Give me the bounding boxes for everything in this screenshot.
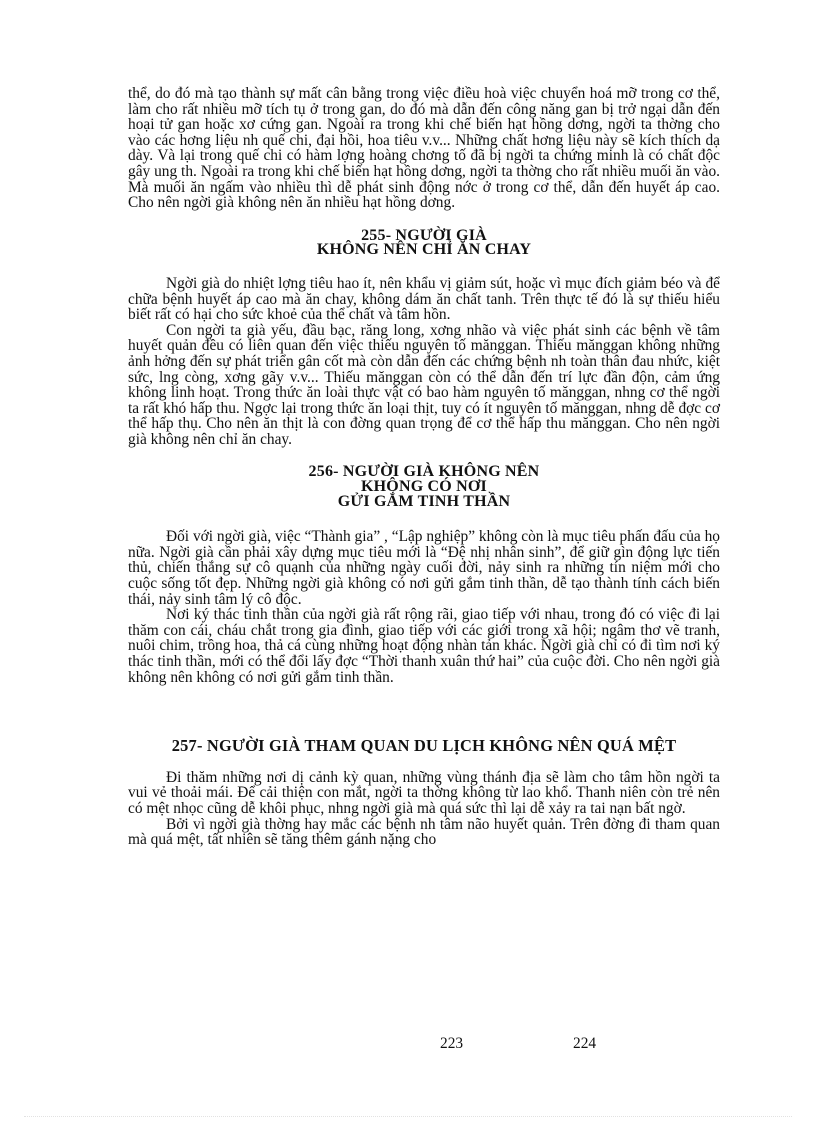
section-256-title-line3: GỬI GẮM TINH THẦN [337, 492, 511, 510]
section-255-title-line1: 255- NGƯỜI GIÀ [361, 226, 487, 244]
section-255-title-line2: KHÔNG NÊN CHỈ ĂN CHAY [316, 241, 532, 259]
section-255-heading [128, 226, 720, 259]
section-256-paragraph-1: Đối với ngời già, việc “Thành gia” , “Lập nghiệp” không còn là mục tiêu phấn đấu của họ nữa. Ngời già cần phải xây dựng mục tiêu mới là “Đệ nhị nhân sinh”, để giữ gìn động lực tiến thủ, chiến thắng sự cô quạnh của những ngày cuối đời, nảy sinh ra những tín niệm mới cho cuộc sống tốt đẹp. Những ngời già không có nơi gửi gắm tinh thần, dễ tạo thành tính cách biến thái, nảy sinh tâm lý cô độc. [128, 528, 720, 608]
section-256-heading [128, 465, 720, 509]
section-257-paragraph-2: Bởi vì ngời già thờng hay mắc các bệnh nh tâm não huyết quản. Trên đờng đi tham quan mà quá mệt, tất nhiên sẽ tăng thêm gánh nặng cho [128, 815, 720, 849]
section-256-title-line2: KHÔNG CÓ NƠI [361, 478, 487, 496]
page-content [128, 86, 720, 848]
section-256-paragraph-2: Nơi ký thác tinh thần của ngời già rất rộng rãi, giao tiếp với nhau, trong đó có việc đi lại thăm con cái, cháu chắt trong gia đình, giao tiếp với các giới trong xã hội; ngâm thơ vẽ tranh, nuôi chim, trồng hoa, thả cá cùng những hoạt động nhàn tản khác. Ngời già chỉ có đi tìm nơi ký thác tinh thần, mới có thể đổi lấy đợc “Thời thanh xuân thứ hai” của cuộc đời. Cho nên ngời già không nên không có nơi gửi gắm tinh thần. [128, 606, 720, 686]
page-number-right: 224 [573, 1035, 597, 1052]
intro-paragraph: thể, do đó mà tạo thành sự mất cân bằng trong việc điều hoà việc chuyển hoá mỡ trong cơ thể, làm cho rất nhiều mỡ tích tụ ở trong gan, do đó mà dẫn đến công năng gan bị trở ngại dẫn đến hoại tử gan hoặc xơ cứng gan. Ngoài ra trong khi chế biến hạt hồng dơng, ngời ta thờng cho vào các hơng liệu nh quế chi, đại hồi, hoa tiêu v.v... Những chất hơng liệu này sẽ kích thích dạ dày. Và lại trong quế chi có hàm lợng hoàng chơng tố đã bị ngời ta chứng minh là có chất độc gây ung th. Ngoài ra trong khi chế biến hạt hồng dơng, ngời ta thờng cho rất nhiều muối ăn vào. Mà muối ăn ngấm vào nhiều thì dễ phát sinh động nớc ở trong cơ thể, dẫn đến huyết áp cao. Cho nên ngời già không nên ăn nhiều hạt hồng dơng. [128, 85, 720, 212]
section-257-heading: 257- NGƯỜI GIÀ THAM QUAN DU LỊCH KHÔNG NÊN QUÁ MỆT [171, 736, 677, 756]
page-number-left: 223 [440, 1035, 464, 1052]
section-257-paragraph-1: Đi thăm những nơi dị cảnh kỳ quan, những vùng thánh địa sẽ làm cho tâm hồn ngời ta vui vẻ thoải mái. Để cải thiện con mắt, ngời ta thờng không từ lao khổ. Thanh niên còn trẻ nên có mệt nhọc cũng dễ khôi phục, nhng ngời già mà quá sức thì lại dễ xảy ra tai nạn bất ngờ. [128, 768, 720, 817]
bottom-dotted-divider [24, 1116, 792, 1117]
section-256-title-line1: 256- NGƯỜI GIÀ KHÔNG NÊN [308, 463, 540, 481]
section-255-paragraph-1: Ngời già do nhiệt lợng tiêu hao ít, nên khẩu vị giảm sút, hoặc vì mục đích giảm béo và để chữa bệnh huyết áp cao mà ăn chay, không dám ăn chất tanh. Trên thực tế đó là sự thiếu hiểu biết rất có hại cho sức khoẻ của thể chất và tâm hồn. [128, 274, 720, 324]
section-255-paragraph-2: Con ngời ta già yếu, đầu bạc, răng long, xơng nhão và việc phát sinh các bệnh về tâm huyết quản đều có liên quan đến việc thiếu nguyên tố mănggan. Thiếu mănggan không những ảnh hởng đến sự phát triển gân cốt mà còn dẫn đến các chứng bệnh nh toàn thân đau nhức, kiệt sức, lng còng, xơng gãy v.v... Thiếu mănggan còn có thể dẫn đến trí lực đần độn, cảm ứng không linh hoạt. Trong thức ăn loài thực vật có bao hàm nguyên tố mănggan, nhng cơ thể ngời ta rất khó hấp thu. Ngợc lại trong thức ăn loại thịt, tuy có ít nguyên tố mănggan, nhng dễ đợc cơ thể hấp thụ. Cho nên ăn thịt là con đờng quan trọng để cơ thể hấp thu mănggan. Cho nên ngời già không nên chỉ ăn chay. [128, 321, 720, 448]
